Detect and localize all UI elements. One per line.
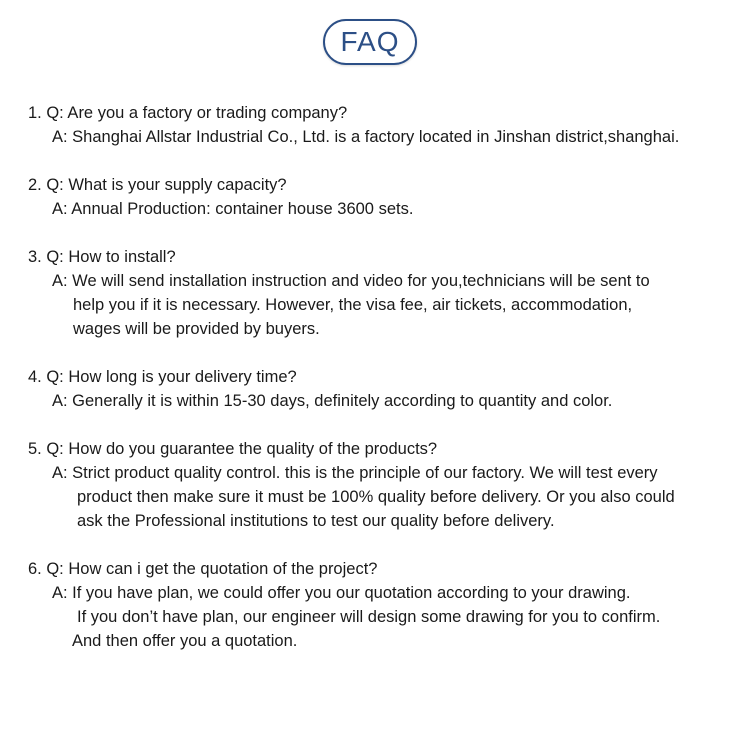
faq-question-3: 3. Q: How to install? [28, 248, 176, 266]
faq-question-5: 5. Q: How do you guarantee the quality of the products? [28, 440, 438, 458]
faq-title-badge [323, 19, 417, 65]
faq-answer-6-line-1: A: If you have plan, we could offer you our quotation according to your drawing. [52, 584, 631, 602]
faq-question-6: 6. Q: How can i get the quotation of the project? [28, 560, 378, 578]
faq-answer-3-line-1: A: We will send installation instruction and video for you,technicians will be sent to [52, 272, 650, 290]
faq-answer-5-line-3: ask the Professional institutions to test our quality before delivery. [77, 512, 555, 530]
faq-answer-6-line-2: If you don’t have plan, our engineer will design some drawing for you to confirm. [77, 608, 661, 626]
faq-answer-4-line-1: A: Generally it is within 15-30 days, definitely according to quantity and color. [52, 392, 613, 410]
faq-answer-5-line-1: A: Strict product quality control. this is the principle of our factory. We will test every [52, 464, 658, 482]
faq-answer-3-line-3: wages will be provided by buyers. [73, 320, 320, 338]
faq-answer-3-line-2: help you if it is necessary. However, the visa fee, air tickets, accommodation, [73, 296, 633, 314]
faq-question-1: 1. Q: Are you a factory or trading company? [28, 104, 348, 122]
faq-answer-6-line-3: And then offer you a quotation. [72, 632, 298, 650]
faq-question-4: 4. Q: How long is your delivery time? [28, 368, 297, 386]
faq-answer-5-line-2: product then make sure it must be 100% quality before delivery. Or you also could [77, 488, 675, 506]
faq-question-2: 2. Q: What is your supply capacity? [28, 176, 287, 194]
faq-answer-2-line-1: A: Annual Production: container house 3600 sets. [52, 200, 414, 218]
faq-answer-1-line-1: A: Shanghai Allstar Industrial Co., Ltd. is a factory located in Jinshan district,shanghai. [52, 128, 680, 146]
page-title: FAQ [340, 26, 400, 57]
